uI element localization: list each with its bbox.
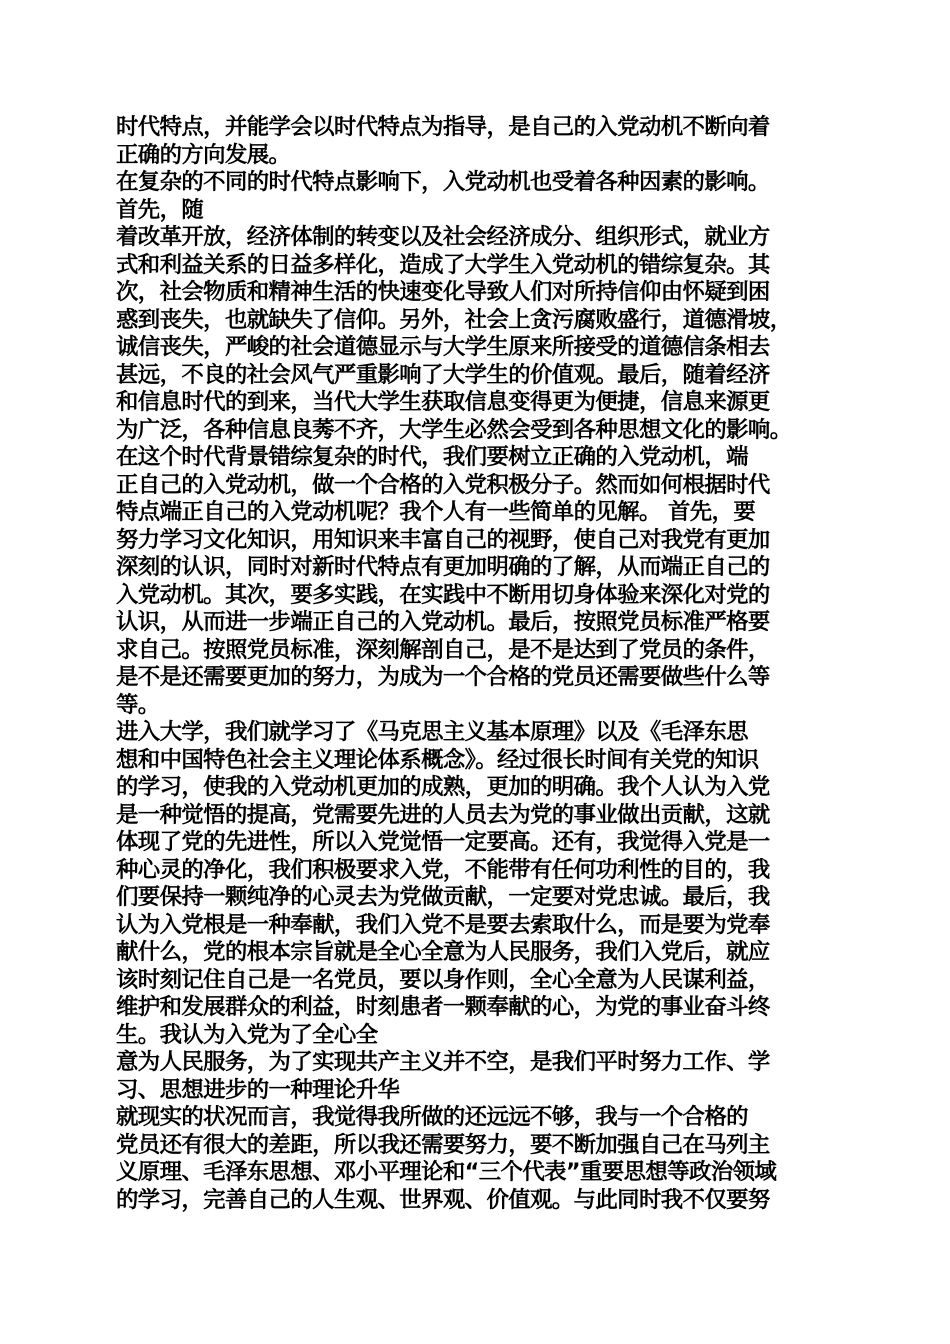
text-line: 献什么，党的根本宗旨就是全心全意为人民服务，我们入党后，就应 [116, 939, 770, 965]
text-line: 着改革开放，经济体制的转变以及社会经济成分、组织形式，就业方 [116, 224, 770, 250]
text-line: 甚远，不良的社会风气严重影响了大学生的价值观。最后，随着经济 [116, 361, 770, 388]
text-line: 们要保持一颗纯净的心灵去为党做贡献，一定要对党忠诚。最后，我 [116, 884, 770, 910]
text-line: 正自己的入党动机，做一个合格的入党积极分子。然而如何根据时代 [116, 471, 770, 498]
text-line: 在这个时代背景错综复杂的时代，我们要树立正确的入党动机，端 [116, 444, 748, 470]
text-line: 想和中国特色社会主义理论体系概念》。经过很长时间有关党的知识 [116, 746, 759, 773]
text-line: 为广泛，各种信息良莠不齐，大学生必然会受到各种思想文化的影响。 [116, 416, 792, 443]
text-line: 的学习，使我的入党动机更加的成熟，更加的明确。我个人认为入党 [116, 774, 770, 800]
text-line: 正确的方向发展。 [116, 141, 291, 168]
text-line: 求自己。按照党员标准，深刻解剖自己，是不是达到了党员的条件， [116, 636, 770, 663]
text-line: 入党动机。其次，要多实践，在实践中不断用切身体验来深化对党的 [116, 581, 770, 608]
text-line: 惑到丧失，也就缺失了信仰。另外，社会上贪污腐败盛行，道德滑坡， [116, 306, 792, 333]
text-line: 种心灵的净化，我们积极要求入党，不能带有任何功利性的目的，我 [116, 856, 770, 883]
text-line: 是一种觉悟的提高，党需要先进的人员去为党的事业做出贡献，这就 [116, 801, 770, 828]
text-line: 式和利益关系的日益多样化，造成了大学生入党动机的错综复杂。其 [116, 251, 770, 278]
text-line: 体现了党的先进性，所以入党觉悟一定要高。还有，我觉得入党是一 [116, 829, 770, 855]
text-line: 次，社会物质和精神生活的快速变化导致人们对所持信仰由怀疑到困 [116, 279, 770, 305]
text-line: 和信息时代的到来，当代大学生获取信息变得更为便捷，信息来源更 [116, 389, 770, 415]
text-line: 认识，从而进一步端正自己的入党动机。最后，按照党员标准严格要 [116, 609, 770, 635]
text-line: 特点端正自己的入党动机呢？我个人有一些简单的见解。 首先，要 [116, 499, 756, 525]
text-line: 进入大学，我们就学习了《马克思主义基本原理》以及《毛泽东思 [116, 719, 748, 745]
text-line: 的学习，完善自己的人生观、世界观、价值观。与此同时我不仅要努 [116, 1186, 770, 1213]
text-line: 生。我认为入党为了全心全 [116, 1021, 378, 1048]
text-line: 就现实的状况而言，我觉得我所做的还远远不够，我与一个合格的 [116, 1104, 748, 1130]
text-line: 首先，随 [116, 196, 204, 223]
text-line: 习、思想进步的一种理论升华 [116, 1076, 400, 1103]
text-line: 时代特点，并能学会以时代特点为指导，是自己的入党动机不断向着 [116, 114, 770, 140]
text-line: 党员还有很大的差距，所以我还需要努力，要不断加强自己在马列主 [116, 1131, 770, 1158]
text-line: 深刻的认识，同时对新时代特点有更加明确的了解，从而端正自己的 [116, 554, 770, 580]
text-line: 维护和发展群众的利益，时刻患者一颗奉献的心，为党的事业奋斗终 [116, 994, 770, 1020]
text-line: 在复杂的不同的时代特点影响下，入党动机也受着各种因素的影响。 [116, 169, 770, 195]
document-body [116, 114, 840, 1214]
text-line: 诚信丧失，严峻的社会道德显示与大学生原来所接受的道德信条相去 [116, 334, 770, 360]
text-line: 义原理、毛泽东思想、邓小平理论和“三个代表”重要思想等政治领域 [116, 1159, 777, 1185]
text-line: 该时刻记住自己是一名党员，要以身作则，全心全意为人民谋利益， [116, 966, 770, 993]
text-line: 努力学习文化知识，用知识来丰富自己的视野，使自己对我党有更加 [116, 526, 770, 553]
text-line: 是不是还需要更加的努力，为成为一个合格的党员还需要做些什么等 [116, 664, 770, 690]
text-line: 意为人民服务，为了实现共产主义并不空，是我们平时努力工作、学 [116, 1049, 770, 1075]
text-line: 认为入党根是一种奉献，我们入党不是要去索取什么，而是要为党奉 [116, 911, 770, 938]
text-line: 等。 [116, 691, 160, 718]
